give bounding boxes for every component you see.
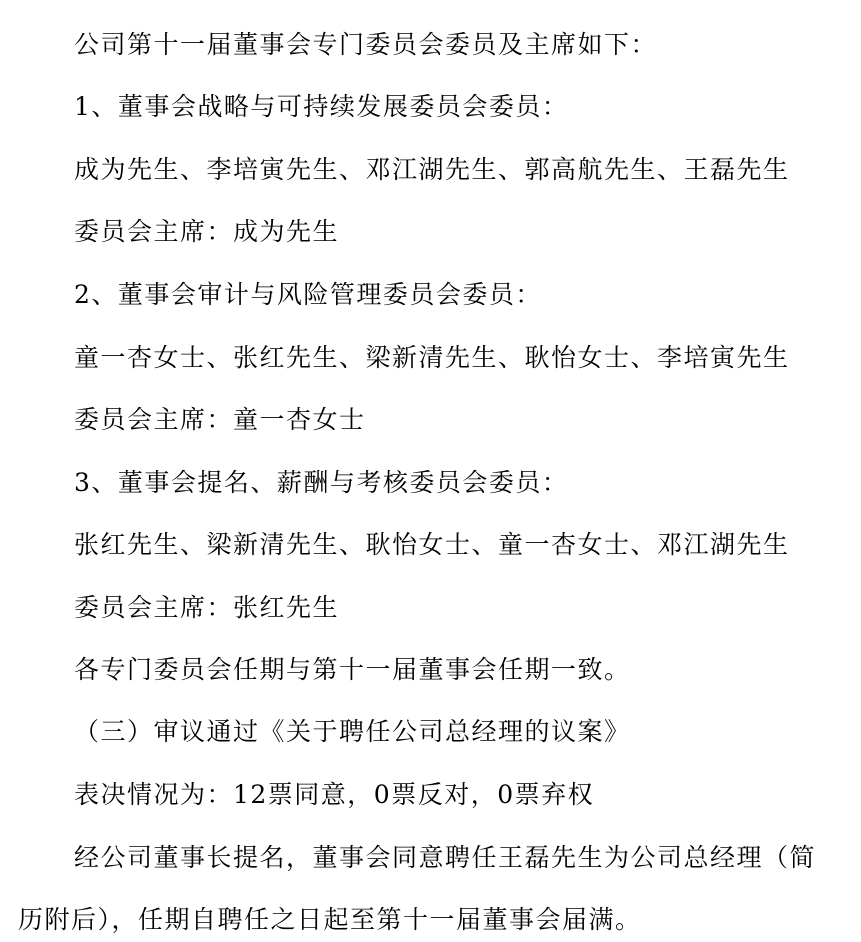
appointment-line-1: 经公司董事长提名，董事会同意聘任王磊先生为公司总经理（简 [74, 843, 817, 872]
nomination-committee-members: 张红先生、梁新清先生、耿怡女士、童一杏女士、邓江湖先生 [74, 530, 790, 559]
audit-committee-members: 童一杏女士、张红先生、梁新清先生、耿怡女士、李培寅先生 [74, 343, 790, 372]
resolution-heading: （三）审议通过《关于聘任公司总经理的议案》 [74, 717, 631, 746]
nomination-committee-heading: 3、董事会提名、薪酬与考核委员会委员： [74, 468, 569, 497]
strategy-committee-members: 成为先生、李培寅先生、邓江湖先生、郭高航先生、王磊先生 [74, 155, 790, 184]
committee-intro-line: 公司第十一届董事会专门委员会委员及主席如下： [74, 30, 658, 59]
audit-committee-heading: 2、董事会审计与风险管理委员会委员： [74, 280, 542, 309]
committee-term-line: 各专门委员会任期与第十一届董事会任期一致。 [74, 655, 631, 684]
nomination-committee-chair: 委员会主席：张红先生 [74, 593, 340, 622]
strategy-committee-chair: 委员会主席：成为先生 [74, 217, 340, 246]
appointment-line-2: 历附后），任期自聘任之日起至第十一届董事会届满。 [18, 905, 642, 934]
strategy-committee-heading: 1、董事会战略与可持续发展委员会委员： [74, 92, 569, 121]
audit-committee-chair: 委员会主席：童一杏女士 [74, 405, 366, 434]
vote-result-line: 表决情况为：12票同意，0票反对，0票弃权 [74, 780, 595, 809]
